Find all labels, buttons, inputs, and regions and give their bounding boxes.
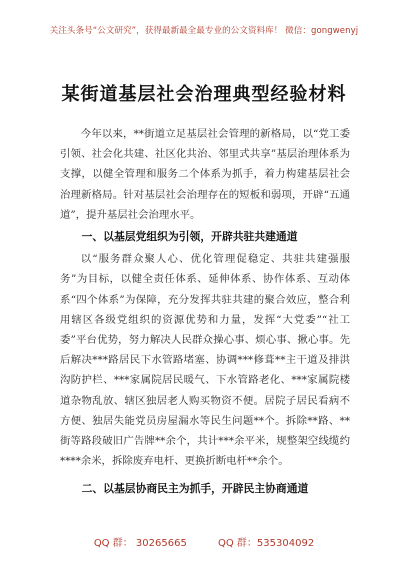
footer-qq-group-2: QQ 群：535304092	[218, 538, 315, 549]
section-1-paragraph: 以“服务群众聚人心、优化管理促稳定、共驻共建强服务”为目标，以健全责任体系、延伸体系、协作体系、互动体系“四个体系”为保障，充分发挥共驻共建的聚合效应，整合利用辖区各级党组织的资源优势和力量，发挥“大党委”“社工委”平台优势，努力解决人民群众操心事、烦心事、揪心事。先后解决***路居民下水管路堵塞、协调***修葺**主干道及排洪沟防护栏、***家属院居民暖气、下水管路老化、***家属院楼道杂物乱放、辖区独居老人购买物资不便。居院子居民看病不方便、独居失能党员房屋漏水等民生问题**个。拆除**路、**街等路段破旧广告牌**余个，共计***余平米，规整架空线缆约****余米，拆除废弃电杆、更换折断电杆**余个。	[60, 253, 350, 468]
intro-paragraph: 今年以来，**街道立足基层社会管理的新格局，以“党工委引领、社会化共建、社区化共治、邻里式共享”基层治理体系为支撑，以健全管理和服务二个体系为抓手，着力构建基层社会治理新格局。针对基层社会治理存在的短板和弱项，开辟“五通道”，提升基层社会治理水平。	[60, 128, 350, 221]
header-banner: 关注头条号“公文研究”，获得最新最全最专业的公文资料库！ 微信：gongwenyj	[49, 26, 359, 36]
section-2-heading: 二、以基层协商民主为抓手，开辟民主协商通道	[81, 482, 309, 496]
document-title: 某街道基层社会治理典型经验材料	[61, 84, 347, 105]
footer-contact	[0, 534, 408, 549]
footer-qq-group-1: QQ 群： 30265665	[93, 538, 187, 549]
section-1-heading: 一、以基层党组织为引领，开辟共驻共建通道	[81, 230, 298, 244]
document-body	[60, 124, 350, 502]
